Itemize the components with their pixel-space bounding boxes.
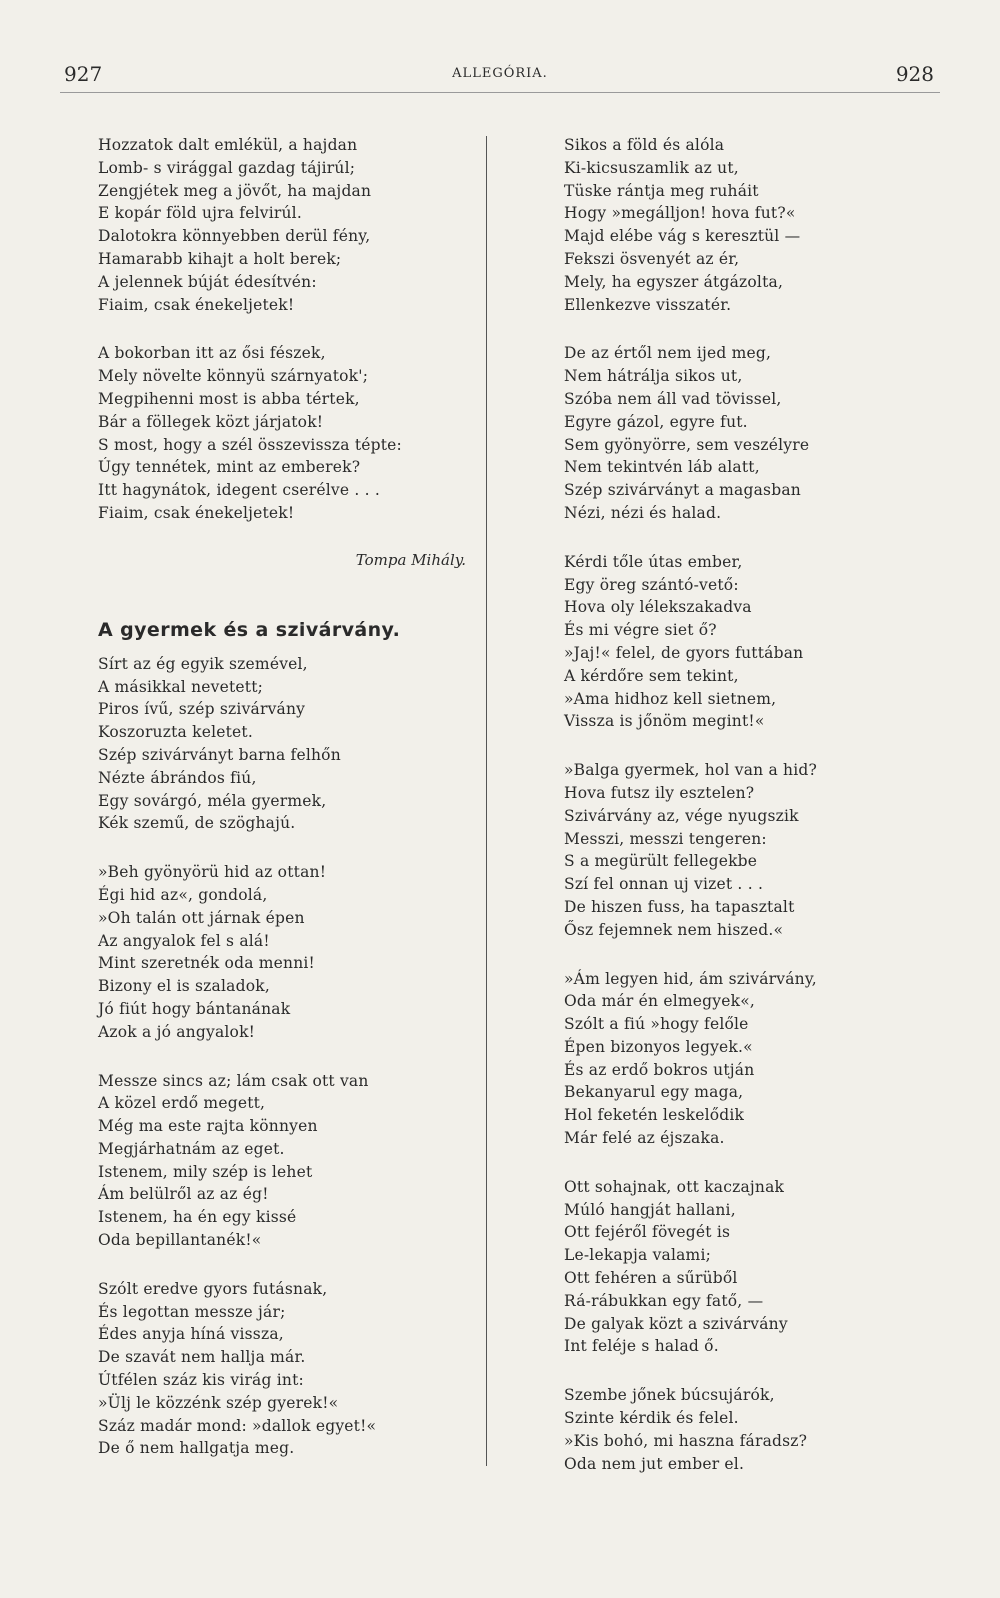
verse-line: Int feléje s halad ő. <box>564 1337 719 1356</box>
stanza <box>564 968 954 1150</box>
verse-line: S a megürült fellegekbe <box>564 852 758 871</box>
page-number-right: 928 <box>895 62 934 86</box>
verse-line: Dalotokra könnyebben derül fény, <box>98 227 371 246</box>
verse-line: A kérdőre sem tekint, <box>564 666 739 685</box>
poem-2-right-body <box>564 134 954 1475</box>
stanza <box>98 342 490 524</box>
verse-line: Ott sohajnak, ott kaczajnak <box>564 1177 785 1196</box>
verse-line: Mely, ha egyszer átgázolta, <box>564 272 784 291</box>
verse-line: Múló hangját hallani, <box>564 1200 736 1219</box>
verse-line: Útfélen száz kis virág int: <box>98 1371 304 1390</box>
stanza <box>98 861 490 1043</box>
verse-line: Nézi, nézi és halad. <box>564 503 722 522</box>
stanza <box>98 1070 490 1252</box>
verse-line: E kopár föld ujra felvirúl. <box>98 204 302 223</box>
verse-line: Szinte kérdik és felel. <box>564 1409 739 1428</box>
verse-line: De galyak közt a szivárvány <box>564 1314 788 1333</box>
verse-line: Hol feketén leskelődik <box>564 1106 745 1125</box>
verse-line: Égi hid az«, gondolá, <box>98 885 268 904</box>
verse-line: Rá-rábukkan egy fatő, — <box>564 1291 764 1310</box>
verse-line: Egy sovárgó, méla gyermek, <box>98 791 327 810</box>
verse-line: Istenem, mily szép is lehet <box>98 1162 313 1181</box>
verse-line: Szóba nem áll vad tövissel, <box>564 389 782 408</box>
verse-line: Fiaim, csak énekeljetek! <box>98 503 295 522</box>
verse-line: Bár a föllegek közt járjatok! <box>98 412 324 431</box>
verse-line: »Kis bohó, mi haszna fáradsz? <box>564 1431 808 1450</box>
verse-line: Fiaim, csak énekeljetek! <box>98 295 295 314</box>
verse-line: Ki-kicsuszamlik az ut, <box>564 158 739 177</box>
verse-line: Egy öreg szántó-vető: <box>564 575 739 594</box>
verse-line: Zengjétek meg a jövőt, ha majdan <box>98 181 372 200</box>
verse-line: Ott fehéren a sűrüből <box>564 1269 738 1288</box>
verse-line: Messzi, messzi tengeren: <box>564 829 767 848</box>
verse-line: Le-lekapja valami; <box>564 1246 712 1265</box>
verse-line: Hova futsz ily esztelen? <box>564 783 755 802</box>
verse-line: De az értől nem ijed meg, <box>564 344 772 363</box>
stanza <box>564 342 954 524</box>
verse-line: Sikos a föld és alóla <box>564 136 725 154</box>
verse-line: »Ama hidhoz kell sietnem, <box>564 689 777 708</box>
verse-line: Ellenkezve visszatér. <box>564 295 732 314</box>
left-column <box>98 134 490 1486</box>
stanza <box>98 1278 490 1460</box>
verse-line: Mely növelte könnyü szárnyatok'; <box>98 367 369 386</box>
verse-line: A közel erdő megett, <box>98 1094 266 1113</box>
verse-line: Azok a jó angyalok! <box>98 1022 256 1041</box>
stanza <box>564 759 954 941</box>
verse-line: »Ülj le közzénk szép gyerek!« <box>98 1393 339 1412</box>
verse-line: Lomb- s virággal gazdag tájirúl; <box>98 158 356 177</box>
stanza <box>564 134 954 316</box>
poem-2-title: A gyermek és a szivárvány. <box>98 618 401 641</box>
poem-2-left-body <box>98 653 490 1461</box>
verse-line: Fekszi ösvenyét az ér, <box>564 249 740 268</box>
stanza <box>564 1384 954 1475</box>
verse-line: Tüske rántja meg ruháit <box>564 181 759 200</box>
verse-line: És mi végre siet ő? <box>564 621 717 640</box>
verse-line: Oda már én elmegyek«, <box>564 992 756 1011</box>
stanza <box>98 134 490 316</box>
verse-line: Bekanyarul egy maga, <box>564 1083 744 1102</box>
stanza <box>564 1176 954 1358</box>
right-column <box>564 134 954 1501</box>
verse-line: És az erdő bokros utján <box>564 1060 755 1079</box>
verse-line: Oda nem jut ember el. <box>564 1454 745 1473</box>
verse-line: Az angyalok fel s alá! <box>98 931 270 950</box>
verse-line: Hogy »megálljon! hova fut?« <box>564 204 796 223</box>
verse-line: Nem tekintvén láb alatt, <box>564 458 760 477</box>
verse-line: Szép szivárványt a magasban <box>564 481 801 500</box>
verse-line: Itt hagynátok, idegent cserélve . . . <box>98 481 380 500</box>
verse-line: De ő nem hallgatja meg. <box>98 1439 295 1458</box>
verse-line: Szólt a fiú »hogy felőle <box>564 1015 749 1034</box>
verse-line: »Oh talán ott járnak épen <box>98 908 305 927</box>
stanza <box>564 551 954 733</box>
verse-line: Messze sincs az; lám csak ott van <box>98 1071 369 1090</box>
verse-line: Szí fel onnan uj vizet . . . <box>564 875 764 894</box>
poem-1-body <box>98 134 490 525</box>
verse-line: Ott fejéről fövegét is <box>564 1223 731 1242</box>
stanza <box>98 653 490 835</box>
page-number-left: 927 <box>64 62 103 86</box>
verse-line: És legottan messze jár; <box>98 1302 286 1321</box>
verse-line: Kék szemű, de szöghajú. <box>98 814 296 833</box>
verse-line: De hiszen fuss, ha tapasztalt <box>564 897 795 916</box>
verse-line: Ám belülről az az ég! <box>98 1185 269 1204</box>
verse-line: Kérdi tőle útas ember, <box>564 552 743 571</box>
verse-line: Koszoruzta keletet. <box>98 723 253 742</box>
verse-line: Megjárhatnám az eget. <box>98 1139 285 1158</box>
verse-line: Még ma este rajta könnyen <box>98 1117 318 1136</box>
running-title: ALLEGÓRIA. <box>452 66 548 81</box>
verse-line: Bizony el is szaladok, <box>98 977 270 996</box>
verse-line: Már felé az éjszaka. <box>564 1129 725 1148</box>
verse-line: »Beh gyönyörü hid az ottan! <box>98 863 327 882</box>
verse-line: »Ám legyen hid, ám szivárvány, <box>564 969 817 988</box>
verse-line: Hamarabb kihajt a holt berek; <box>98 249 342 268</box>
verse-line: Szép szivárványt barna felhőn <box>98 745 341 764</box>
verse-line: Szivárvány az, vége nyugszik <box>564 806 799 825</box>
verse-line: Vissza is jőnöm megint!« <box>564 712 765 731</box>
verse-line: Úgy tennétek, mint az emberek? <box>98 458 361 477</box>
verse-line: Ősz fejemnek nem hiszed.« <box>564 920 784 939</box>
verse-line: Nem hátrálja sikos ut, <box>564 367 743 386</box>
verse-line: Nézte ábrándos fiú, <box>98 768 257 787</box>
verse-line: Majd elébe vág s keresztül — <box>564 227 801 246</box>
page-header <box>60 52 940 93</box>
verse-line: A jelennek búját édesítvén: <box>98 272 317 291</box>
verse-line: »Balga gyermek, hol van a hid? <box>564 761 817 780</box>
verse-line: Piros ívű, szép szivárvány <box>98 700 306 719</box>
verse-line: Sírt az ég egyik szemével, <box>98 654 308 673</box>
verse-line: Egyre gázol, egyre fut. <box>564 412 748 431</box>
verse-line: A bokorban itt az ősi fészek, <box>98 344 326 363</box>
verse-line: Száz madár mond: »dallok egyet!« <box>98 1416 377 1435</box>
verse-line: Sem gyönyörre, sem veszélyre <box>564 435 810 454</box>
verse-line: Szólt eredve gyors futásnak, <box>98 1279 328 1298</box>
verse-line: De szavát nem hallja már. <box>98 1348 306 1367</box>
verse-line: S most, hogy a szél összevissza tépte: <box>98 435 402 454</box>
verse-line: Megpihenni most is abba tértek, <box>98 389 360 408</box>
verse-line: A másikkal nevetett; <box>98 677 264 696</box>
verse-line: Épen bizonyos legyek.« <box>564 1037 753 1056</box>
verse-line: Jó fiút hogy bántanának <box>98 999 291 1018</box>
verse-line: Édes anyja híná vissza, <box>98 1325 284 1344</box>
verse-line: Mint szeretnék oda menni! <box>98 954 315 973</box>
verse-line: Hozzatok dalt emlékül, a hajdan <box>98 136 358 154</box>
verse-line: Istenem, ha én egy kissé <box>98 1208 297 1227</box>
verse-line: Oda bepillantanék!« <box>98 1231 262 1250</box>
verse-line: Hova oly lélekszakadva <box>564 598 752 617</box>
verse-line: »Jaj!« felel, de gyors futtában <box>564 643 804 662</box>
verse-line: Szembe jőnek búcsujárók, <box>564 1386 775 1405</box>
poem-1-author: Tompa Mihály. <box>355 550 466 569</box>
